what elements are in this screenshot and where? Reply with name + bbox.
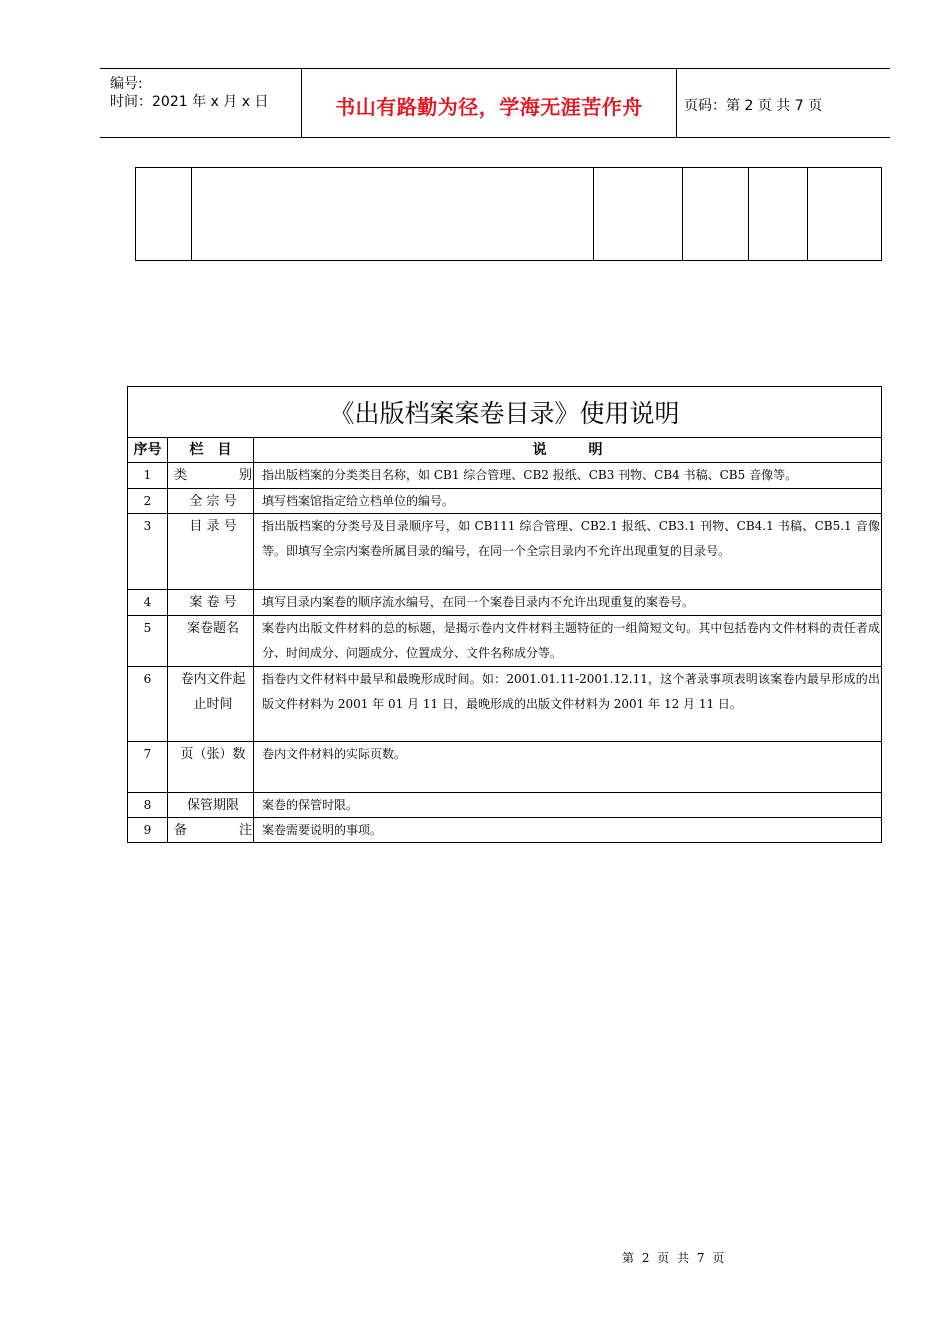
- row-description: 填写目录内案卷的顺序流水编号，在同一个案卷目录内不允许出现重复的案卷号。: [262, 595, 695, 609]
- row-number: 4: [143, 595, 152, 609]
- row-field: 卷内文件起止时间: [180, 672, 246, 712]
- row-number: 6: [143, 672, 152, 686]
- row-number: 3: [143, 519, 152, 533]
- column-rule: [167, 437, 168, 842]
- page-info: 页码：第 2 页 共 7 页: [684, 98, 823, 114]
- header-motto-cell: [301, 69, 677, 137]
- row-number: 9: [143, 823, 152, 837]
- row-number: 1: [143, 468, 152, 482]
- blank-table: [135, 167, 882, 261]
- row-number: 8: [143, 798, 152, 812]
- row-description: 案卷需要说明的事项。: [262, 823, 383, 837]
- row-description: 案卷内出版文件材料的总的标题，是揭示卷内文件材料主题特征的一组简短文句。其中包括卷内文件材料的责任者成分、时间成分、问题成分、位置成分、文件名称成分等。: [262, 621, 880, 660]
- motto: 书山有路勤为径，学海无涯苦作舟: [335, 95, 643, 119]
- row-field: 目 录 号: [189, 519, 237, 534]
- row-field: 备 注: [174, 823, 252, 838]
- column-header-desc: 说 明: [532, 442, 603, 458]
- row-description: 指出版档案的分类号及目录顺序号，如 CB111 综合管理、CB2.1 报纸、CB3.1 刊物、CB4.1 书稿、CB5.1 音像等。即填写全宗内案卷所属目录的编号，在同一个全宗目录内不允许出现重复的目录号。: [262, 519, 880, 558]
- column-header-field: 栏 目: [189, 442, 232, 458]
- row-description: 卷内文件材料的实际页数。: [262, 747, 407, 761]
- header-page-cell: [676, 69, 890, 137]
- row-field: 页（张）数: [180, 747, 246, 762]
- blank-table-divider: [748, 168, 749, 260]
- row-number: 5: [143, 621, 152, 635]
- column-header-seq: 序号: [133, 442, 162, 458]
- header-meta: [100, 69, 301, 137]
- row-field: 案 卷 号: [189, 595, 237, 610]
- row-field: 保管期限: [186, 798, 239, 813]
- instructions-table: [127, 386, 882, 843]
- blank-table-divider: [191, 168, 192, 260]
- row-field: 案卷题名: [186, 621, 239, 636]
- row-number: 7: [143, 747, 152, 761]
- blank-table-divider: [807, 168, 808, 260]
- row-description: 指卷内文件材料中最早和最晚形成时间。如：2001.01.11-2001.12.11，这个著录事项表明该案卷内最早形成的出版文件材料为 2001 年 01 月 11 日，最晚形成的出版文件材料为 2001 年 12 月 11 日。: [262, 672, 880, 711]
- row-field: 类 别: [174, 468, 252, 483]
- table-title: 《出版档案案卷目录》使用说明: [329, 399, 680, 428]
- row-field: 全 宗 号: [189, 494, 237, 509]
- row-number: 2: [143, 494, 152, 508]
- blank-table-divider: [593, 168, 594, 260]
- column-rule: [253, 437, 254, 842]
- page-header: [100, 68, 890, 138]
- row-description: 填写档案馆指定给立档单位的编号。: [262, 494, 455, 508]
- time-label: 时间：2021 年 x 月 x 日: [110, 94, 269, 110]
- blank-table-divider: [682, 168, 683, 260]
- page-footer: 第 2 页 共 7 页: [622, 1251, 725, 1265]
- row-description: 指出版档案的分类类目名称，如 CB1 综合管理、CB2 报纸、CB3 刊物、CB4 书稿、CB5 音像等。: [262, 468, 798, 482]
- number-label: 编号:: [110, 76, 143, 92]
- row-description: 案卷的保管时限。: [262, 798, 359, 812]
